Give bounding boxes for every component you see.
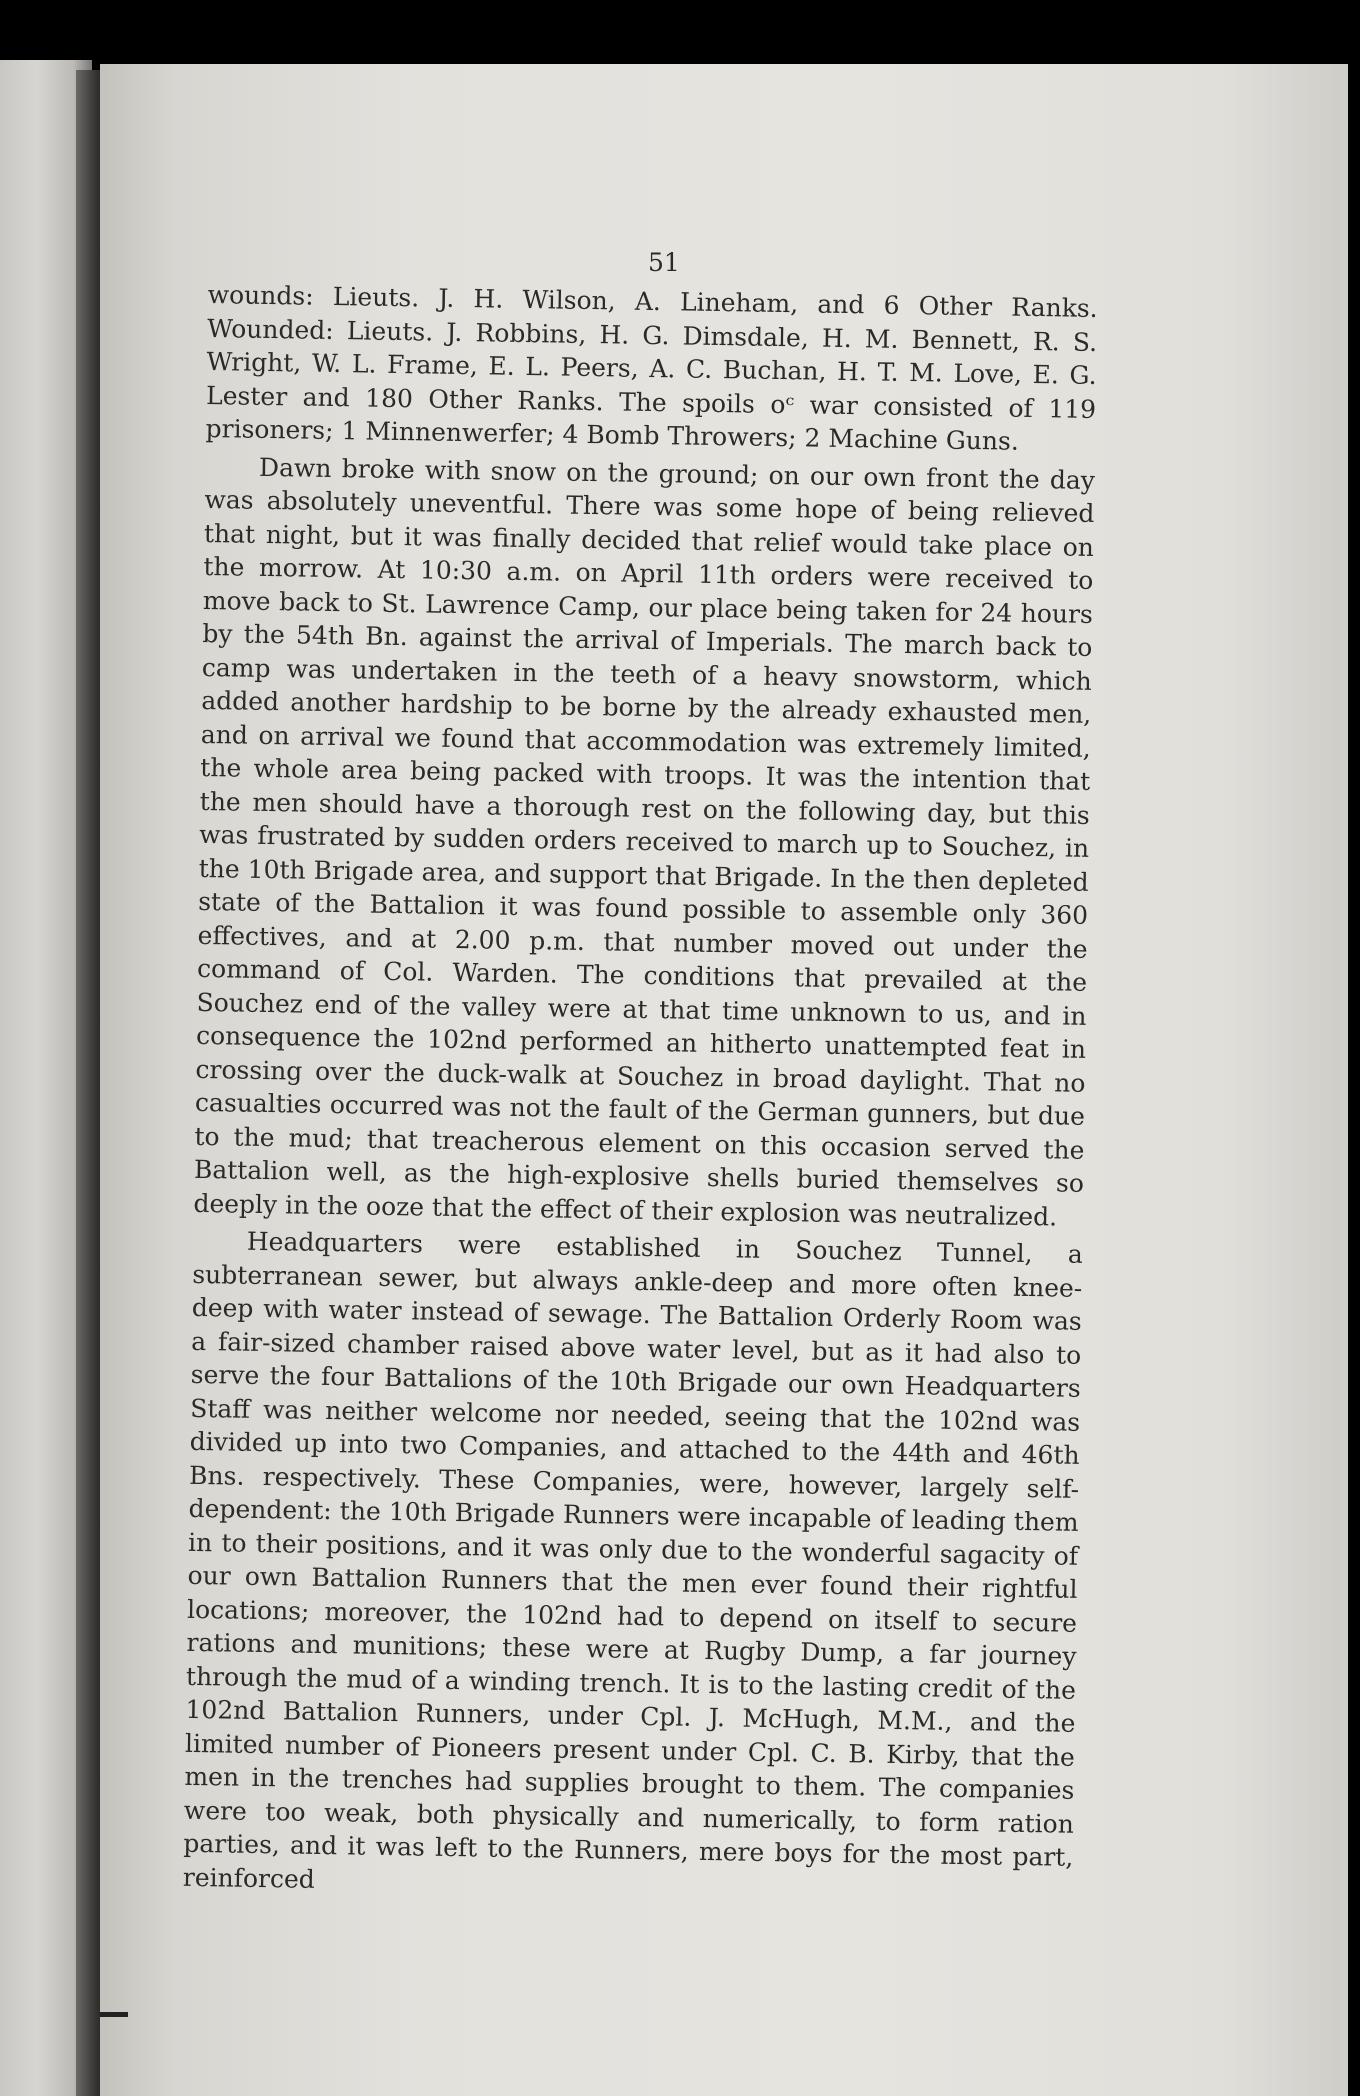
body-text: [183, 278, 1098, 1912]
paragraph-casualties: wounds: Lieuts. J. H. Wilson, A. Lineham, and 6 Other Ranks. Wounded: Lieuts. J. Robbins, H. G. Dimsdale, H. M. Bennett, R. S. Wright, W. L. Frame, E. L. Peers, A. C. Buchan, H. T. M. Love, E. G. Lester and 180 Other Ranks. The spoils oᶜ war consisted of 119 prisoners; 1 Minnenwerfer; 4 Bomb Throwers; 2 Machine Guns.: [205, 279, 1098, 456]
paragraph-headquarters: Headquarters were established in Souchez Tunnel, a subterranean sewer, but always ankle-deep and more often knee-deep with water instead of sewage. The Battalion Orderly Room was a fair-sized chamber raised above water level, but as it had also to serve the four Battalions of the 10th Brigade our own Headquarters Staff was neither welcome nor needed, seeing that the 102nd was divided up into two Companies, and attached to the 44th and 46th Bns. respectively. These Companies, were, however, largely self-dependent: the 10th Brigade Runners were incapable of leading them in to their positions, and it was only due to the wonderful sagacity of our own Battalion Runners that the men ever found their rightful locations; moreover, the 102nd had to depend on itself to secure rations and munitions; these were at Rugby Dump, a far journey through the mud of a winding trench. It is to the lasting credit of the 102nd Battalion Runners, under Cpl. J. McHugh, M.M., and the limited number of Pioneers present under Cpl. C. B. Kirby, that the men in the trenches had supplies brought to them. The companies were too weak, both physically and numerically, to form ration parties, and it was left to the Runners, mere boys for the most part, reinforced: [182, 1226, 1083, 1894]
page-number: 51: [648, 248, 680, 277]
margin-mark: [100, 2012, 128, 2017]
paragraph-dawn-broke: Dawn broke with snow on the ground; on our own front the day was absolutely uneventful. There was some hope of being relieved that night, but it was finally decided that relief would take place on the morrow. At 10:30 a.m. on April 11th orders were received to move back to St. Lawrence Camp, our place being taken for 24 hours by the 54th Bn. against the arrival of Imperials. The march back to camp was undertaken in the teeth of a heavy snowstorm, which added another hardship to be borne by the already exhausted men, and on arrival we found that accommodation was extremely limited, the whole area being packed with troops. It was the intention that the men should have a thorough rest on the following day, but this was frustrated by sudden orders received to march up to Souchez, in the 10th Brigade area, and support that Brigade. In the then depleted state of the Battalion it was found possible to assemble only 360 effectives, and at 2.00 p.m. that number moved out under the command of Col. Warden. The conditions that prevailed at the Souchez end of the valley were at that time unknown to us, and in consequence the 102nd performed an hitherto unattempted feat in crossing over the duck-walk at Souchez in broad daylight. That no casualties occurred was not the fault of the German gunners, but due to the mud; that treacherous element on this occasion served the Battalion well, as the high-explosive shells buried themselves so deeply in the ooze that the effect of their explosion was neutralized.: [193, 452, 1096, 1231]
